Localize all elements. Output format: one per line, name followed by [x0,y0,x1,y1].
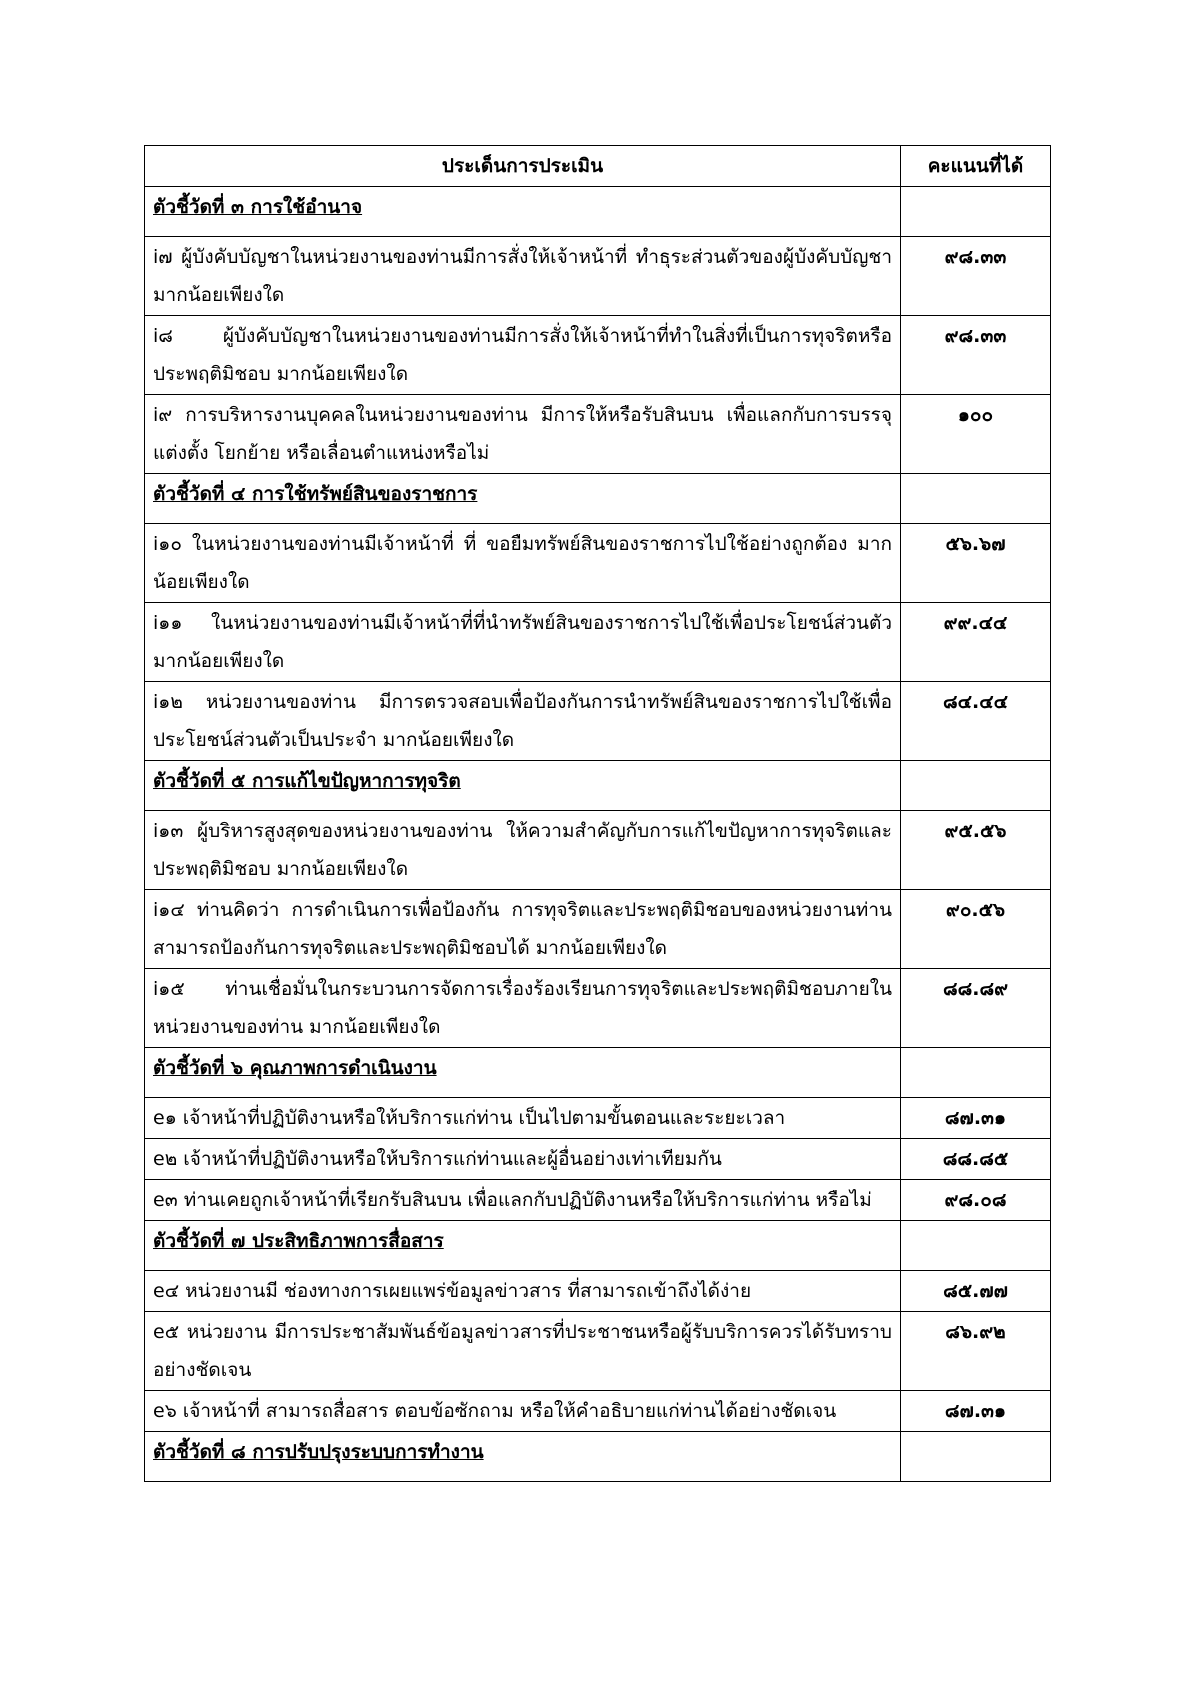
section-score-empty [901,1221,1051,1271]
table-row [145,1312,1051,1391]
item-score: ๘๘.๘๕ [901,1139,1051,1180]
item-score: ๙๘.๓๓ [901,237,1051,316]
section-row [145,761,1051,811]
table-row [145,811,1051,890]
item-text: i๑๒ หน่วยงานของท่าน มีการตรวจสอบเพื่อป้องกันการนำทรัพย์สินของราชการไปใช้เพื่อประโยชน์ส่วนตัวเป็นประจำ มากน้อยเพียงใด [145,682,901,761]
item-score: ๘๕.๗๗ [901,1271,1051,1312]
item-text: e๓ ท่านเคยถูกเจ้าหน้าที่เรียกรับสินบน เพื่อแลกกับปฏิบัติงานหรือให้บริการแก่ท่าน หรือไม่ [145,1180,901,1221]
item-score: ๘๘.๘๙ [901,969,1051,1048]
section-score-empty [901,474,1051,524]
item-score: ๙๙.๔๔ [901,603,1051,682]
table-header-row [145,146,1051,187]
section-score-empty [901,187,1051,237]
section-row [145,1221,1051,1271]
table-row [145,969,1051,1048]
table-row [145,1139,1051,1180]
item-score: ๕๖.๖๗ [901,524,1051,603]
assessment-table [144,145,1051,1482]
item-text: i๑๔ ท่านคิดว่า การดำเนินการเพื่อป้องกัน การทุจริตและประพฤติมิชอบของหน่วยงานท่าน สามารถป้องกันการทุจริตและประพฤติมิชอบได้ มากน้อยเพียงใด [145,890,901,969]
section-row [145,1432,1051,1482]
section-title: ตัวชี้วัดที่ ๗ ประสิทธิภาพการสื่อสาร [153,1230,444,1252]
table-row [145,395,1051,474]
item-score: ๑๐๐ [901,395,1051,474]
table-row [145,237,1051,316]
item-text: i๑๑ ในหน่วยงานของท่านมีเจ้าหน้าที่ที่นำทรัพย์สินของราชการไปใช้เพื่อประโยชน์ส่วนตัว มากน้อยเพียงใด [145,603,901,682]
item-score: ๙๘.๐๘ [901,1180,1051,1221]
item-text: e๔ หน่วยงานมี ช่องทางการเผยแพร่ข้อมูลข่าวสาร ที่สามารถเข้าถึงได้ง่าย [145,1271,901,1312]
item-text: i๑๓ ผู้บริหารสูงสุดของหน่วยงานของท่าน ให้ความสำคัญกับการแก้ไขปัญหาการทุจริตและประพฤติมิชอบ มากน้อยเพียงใด [145,811,901,890]
table-row [145,1391,1051,1432]
section-row [145,474,1051,524]
section-score-empty [901,761,1051,811]
table-row [145,890,1051,969]
table-row [145,524,1051,603]
item-text: i๑๐ ในหน่วยงานของท่านมีเจ้าหน้าที่ ที่ ขอยืมทรัพย์สินของราชการไปใช้อย่างถูกต้อง มากน้อยเพียงใด [145,524,901,603]
item-text: i๗ ผู้บังคับบัญชาในหน่วยงานของท่านมีการสั่งให้เจ้าหน้าที่ ทำธุระส่วนตัวของผู้บังคับบัญชา มากน้อยเพียงใด [145,237,901,316]
table-row [145,603,1051,682]
item-score: ๙๘.๓๓ [901,316,1051,395]
section-title: ตัวชี้วัดที่ ๕ การแก้ไขปัญหาการทุจริต [153,770,461,792]
table-row [145,1271,1051,1312]
section-title: ตัวชี้วัดที่ ๘ การปรับปรุงระบบการทำงาน [153,1441,484,1463]
item-score: ๘๖.๙๒ [901,1312,1051,1391]
item-score: ๘๔.๔๔ [901,682,1051,761]
item-score: ๙๐.๕๖ [901,890,1051,969]
section-row [145,1048,1051,1098]
section-score-empty [901,1048,1051,1098]
table-row [145,316,1051,395]
item-text: e๖ เจ้าหน้าที่ สามารถสื่อสาร ตอบข้อซักถาม หรือให้คำอธิบายแก่ท่านได้อย่างชัดเจน [145,1391,901,1432]
item-text: i๘ ผู้บังคับบัญชาในหน่วยงานของท่านมีการสั่งให้เจ้าหน้าที่ทำในสิ่งที่เป็นการทุจริตหรือประพฤติมิชอบ มากน้อยเพียงใด [145,316,901,395]
section-title: ตัวชี้วัดที่ ๔ การใช้ทรัพย์สินของราชการ [153,483,478,505]
section-title: ตัวชี้วัดที่ ๖ คุณภาพการดำเนินงาน [153,1057,437,1079]
item-score: ๙๕.๕๖ [901,811,1051,890]
item-text: e๒ เจ้าหน้าที่ปฏิบัติงานหรือให้บริการแก่ท่านและผู้อื่นอย่างเท่าเทียมกัน [145,1139,901,1180]
table-row [145,682,1051,761]
header-item: ประเด็นการประเมิน [145,146,901,187]
item-score: ๘๗.๓๑ [901,1391,1051,1432]
section-row [145,187,1051,237]
item-text: i๙ การบริหารงานบุคคลในหน่วยงานของท่าน มีการให้หรือรับสินบน เพื่อแลกกับการบรรจุ แต่งตั้ง โยกย้าย หรือเลื่อนตำแหน่งหรือไม่ [145,395,901,474]
table-row [145,1098,1051,1139]
item-text: i๑๕ ท่านเชื่อมั่นในกระบวนการจัดการเรื่องร้องเรียนการทุจริตและประพฤติมิชอบภายในหน่วยงานของท่าน มากน้อยเพียงใด [145,969,901,1048]
item-score: ๘๗.๓๑ [901,1098,1051,1139]
section-score-empty [901,1432,1051,1482]
header-score: คะแนนที่ได้ [901,146,1051,187]
table-row [145,1180,1051,1221]
item-text: e๕ หน่วยงาน มีการประชาสัมพันธ์ข้อมูลข่าวสารที่ประชาชนหรือผู้รับบริการควรได้รับทราบอย่างชัดเจน [145,1312,901,1391]
item-text: e๑ เจ้าหน้าที่ปฏิบัติงานหรือให้บริการแก่ท่าน เป็นไปตามขั้นตอนและระยะเวลา [145,1098,901,1139]
section-title: ตัวชี้วัดที่ ๓ การใช้อำนาจ [153,196,363,218]
